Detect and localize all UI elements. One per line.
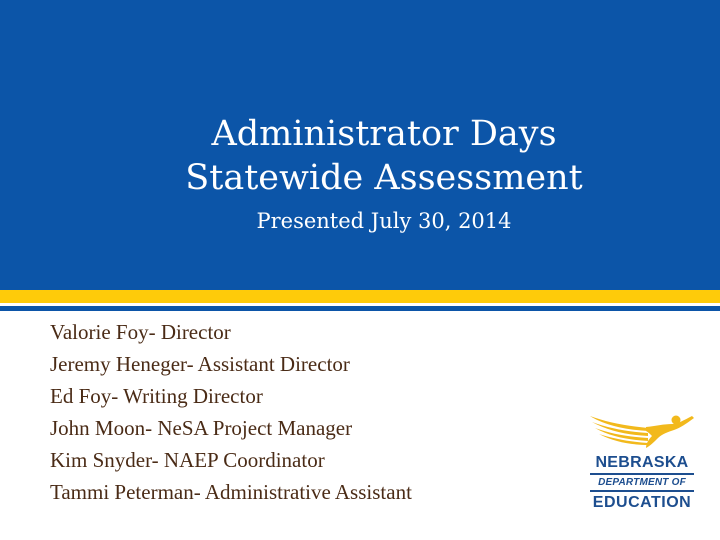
presenter-item: Ed Foy- Writing Director — [50, 384, 263, 408]
logo-line-education: EDUCATION — [592, 494, 692, 511]
presenter-list — [50, 316, 412, 508]
logo-line-department: DEPARTMENT OF — [598, 477, 686, 488]
logo-rule-bottom — [590, 490, 694, 492]
blue-divider-stripe — [0, 306, 720, 311]
logo-rule-top — [590, 473, 694, 475]
presenter-item: John Moon- NeSA Project Manager — [50, 416, 353, 440]
leaping-figure-icon — [586, 412, 698, 452]
presenter-item: Jeremy Heneger- Assistant Director — [50, 352, 350, 376]
presenter-item: Valorie Foy- Director — [50, 320, 231, 344]
title-line-1: Administrator Days — [211, 114, 557, 154]
logo-wordmark — [586, 454, 698, 512]
presenter-item: Kim Snyder- NAEP Coordinator — [50, 448, 325, 472]
logo-line-nebraska: NEBRASKA — [595, 454, 689, 471]
presentation-date-subtitle: Presented July 30, 2014 — [256, 209, 512, 233]
yellow-divider-stripe — [0, 290, 720, 303]
presenter-item: Tammi Peterman- Administrative Assistant — [50, 480, 412, 504]
nebraska-department-of-education-logo — [586, 412, 698, 522]
title-block — [0, 112, 720, 236]
title-line-2: Statewide Assessment — [185, 158, 583, 198]
